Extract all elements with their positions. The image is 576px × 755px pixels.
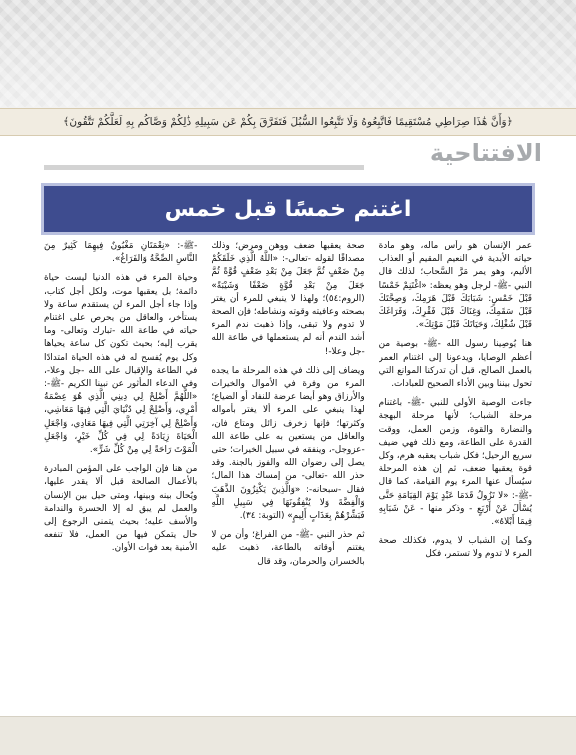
article-body <box>44 240 532 710</box>
paragraph: وكما إن الشباب لا يدوم، فكذلك صحة المرء لا تدوم ولا تستمر، فكل <box>378 536 532 560</box>
decorative-header-pattern <box>0 0 576 108</box>
paragraph: جاءت الوصية الأولى للنبي -ﷺ- باغتنام مرحلة الشباب؛ لأنها مرحلة البهجة والنضارة والقوة، وزمن العمل، ووقت القدرة على الطاعة، ومع ذلك فهي ضيف سريع الرحيل؛ فكل شباب يعقبه هرم، وكل قوة يعقبها ضعف، ثم إن هذه المرحلة سيُسأل عنها المرء يوم القيامة، كما قال -ﷺ-: «لا تَزُولُ قَدَمَا عَبْدٍ يَوْمَ القِيَامَةِ حَتَّى يُسْأَلَ عَنْ أَرْبَعٍ - وذكر منها - عَنْ شَبَابِهِ فِيمَا أَبْلاهُ». <box>378 398 532 528</box>
article-title: اغتنم خمسًا قبل خمس <box>164 196 412 222</box>
paragraph: صحة يعقبها ضعف ووهن ومرض؛ وذلك مصداقًا لقوله -تعالى-: «اللَّهُ الَّذِي خَلَقَكُمْ مِنْ ضَعْفٍ ثُمَّ جَعَلَ مِنْ بَعْدِ ضَعْفٍ قُوَّةً ثُمَّ جَعَلَ مِنْ بَعْدِ قُوَّةٍ ضَعْفًا وَشَيْبَةً» (الروم:٥٤)؛ ولهذا لا ينبغي للمرء أن يغتر بصحته وعافيته وقوته ونشاطه؛ فإن الصحة لا تدوم ولا تبقى، وإذا ذهبت ندم المرء أشد الندم أنه لم يستعملها في طاعة الله -جل وعلا-! <box>211 241 365 357</box>
paragraph: -ﷺ-: «نِعْمَتَانِ مَغْبُونٌ فِيهِمَا كَثِيرٌ مِنَ النَّاسِ الصِّحَّةُ وَالفَرَاغُ». <box>44 241 198 265</box>
quran-verse-text: ﴿وَأَنَّ هَٰذَا صِرَاطِي مُسْتَقِيمًا فَاتَّبِعُوهُ وَلَا تَتَّبِعُوا السُّبُلَ فَتَفَرَّقَ بِكُمْ عَن سَبِيلِهِ ذَٰلِكُمْ وَصَّاكُم بِهِ لَعَلَّكُمْ تَتَّقُونَ﴾ <box>63 116 513 128</box>
quran-verse-banner <box>0 108 576 136</box>
article-title-bar <box>44 186 532 232</box>
paragraph: ثم حذر النبي -ﷺ- من الفراغ؛ وأن من لا يغتنم أوقاته بالطاعة، ذهبت عليه بالخسران والحرمان، وقد قال <box>211 530 365 567</box>
paragraph: عمر الإنسان هو رأس ماله، وهو مادة حياته الأبدية في النعيم المقيم أو العذاب الأليم، وهو يمر مَرَّ السَّحاب؛ لذلك قال النبي -ﷺ- لرجل وهو يعظه: «اغْتَنِمْ خَمْسًا قَبْلَ خَمْسٍ: شَبَابَكَ قَبْلَ هَرَمِكَ، وَصِحَّتَكَ قَبْلَ سَقَمِكَ، وَغِنَاكَ قَبْلَ فَقْرِكَ، وَفَرَاغَكَ قَبْلَ شُغْلِكَ، وَحَيَاتَكَ قَبْلَ مَوْتِكَ». <box>378 241 532 331</box>
section-heading: الافتتاحية <box>429 139 542 167</box>
paragraph: هنا يُوصِينا رسول الله -ﷺ- بوصية من أعظم الوصايا، ويدعونا إلى اغتنام العمر بالعمل الصالح، قبل أن تدركنا الموانع التي تحول بيننا وبين الأداء الصحيح للعبادات. <box>378 339 532 390</box>
text-column-right <box>379 240 532 710</box>
section-divider <box>44 165 364 170</box>
text-column-middle <box>211 240 364 710</box>
paragraph: من هنا فإن الواجب على المؤمن المبادرة بالأعمال الصالحة قبل ألا يقدر عليها، ويُحال بينه وبينها، ومتى حيل بين الإنسان والعمل لم يبق له إلا الحسرة والندامة والأسف عليه؛ بحيث يتمنى الرجوع إلى حال يتمكن فيها من العمل، فلا تنفعه الأمنية بعد فوات الأوان. <box>44 464 198 554</box>
text-column-left <box>44 240 197 710</box>
paragraph: ويضاف إلى ذلك في هذه المرحلة ما يجده المرء من وفرة في الأموال والخيرات والأرزاق وهو أيضا عرضة للنفاد أو الضياع؛ لهذا ينبغي على المرء ألا يغتر بأمواله وكثرتها؛ فإنها زخرف زائل ومتاع فان، والعاقل من يستعين به على طاعة الله -عزوجل-، وينفقه في سبيل الخيرات؛ حتى يصل إلى رضوان الله والفوز بالجنة. وقد حذر الله -تعالى- من إمساك هذا المال؛ فقال -سبحانه-: «وَالَّذِينَ يَكْنِزُونَ الذَّهَبَ وَالْفِضَّةَ وَلا يُنْفِقُونَهَا فِي سَبِيلِ اللَّهِ فَبَشِّرْهُمْ بِعَذَابٍ أَلِيمٍ» (التوبة: ٣٤). <box>211 365 365 522</box>
footer-band <box>0 716 576 755</box>
paragraph: وحياة المرء في هذه الدنيا ليست حياة دائمة؛ بل يعقبها موت، ولكل أجل كتاب، وإذا جاء أجل المرء لن يستقدم ساعة ولا يستأخر، والعاقل من يحرص على اغتنام حياته في طاعة الله -تبارك وتعالى- وما يقرب إليه؛ بحيث تكون كل ساعة يحياها وكل يوم يُفسح له في هذه الحياة امتدادًا في الطاعة والإقبال على الله -جل وعلا-، وفي الدعاء المأثور عن نبينا الكريم -ﷺ-: «اللَّهُمَّ أَصْلِحْ لِي دِينِي الَّذِي هُوَ عِصْمَةُ أَمْرِي، وَأَصْلِحْ لِي دُنْيَايَ الَّتِي فِيهَا مَعَاشِي، وَأَصْلِحْ لِي آخِرَتِي الَّتِي فِيهَا مَعَادِي، وَاجْعَلِ الْحَيَاةَ زِيَادَةً لِي فِي كُلِّ خَيْرٍ، وَاجْعَلِ الْمَوْتَ رَاحَةً لِي مِنْ كُلِّ شَرٍّ». <box>44 273 198 456</box>
